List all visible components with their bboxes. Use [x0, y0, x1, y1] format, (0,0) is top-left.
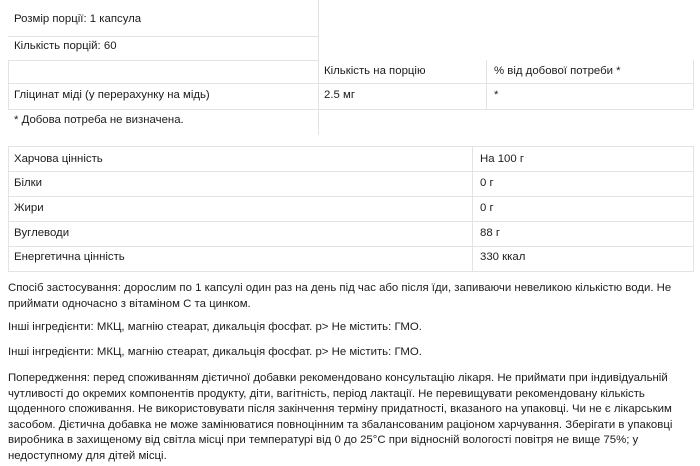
other-ingredients-paragraph: Інші інгредієнти: МКЦ, магнію стеарат, дикальція фосфат. p> Не містить: ГМО.: [8, 346, 422, 358]
serving-size-text: Розмір порції: 1 капсула: [14, 13, 142, 25]
nutrition-row: [8, 222, 693, 247]
nutrition-row: [8, 171, 693, 197]
nutrition-row: [8, 197, 693, 222]
facts-divider-1: [318, 0, 319, 135]
facts-divider-2: [486, 60, 487, 109]
servings-count-text: Кількість порцій: 60: [14, 40, 117, 52]
ingredient-daily-value: *: [494, 89, 499, 101]
servings-count-row: [8, 36, 318, 61]
nutrition-header-per: На 100 г: [480, 153, 525, 165]
nutrition-divider: [472, 146, 473, 272]
footnote-text: * Добова потреба не визначена.: [14, 114, 184, 126]
nutrition-row-label: Вуглеводи: [14, 227, 70, 239]
nutrition-header-row: [8, 146, 693, 172]
other-ingredients-paragraph: Інші інгредієнти: МКЦ, магнію стеарат, дикальція фосфат. p> Не містить: ГМО.: [8, 321, 422, 333]
facts-left-border: [8, 60, 9, 109]
nutrition-left-border: [8, 146, 9, 272]
nutrition-row-value: 0 г: [480, 177, 494, 189]
footnote-row: [8, 109, 318, 135]
nutrition-row-label: Жири: [14, 202, 44, 214]
nutrition-right-border: [693, 146, 694, 272]
nutrition-row-value: 0 г: [480, 202, 494, 214]
ingredient-name: Гліцинат міді (у перерахунку на мідь): [14, 89, 210, 101]
serving-size-row: [8, 0, 318, 37]
daily-value-header: % від добової потреби *: [494, 65, 621, 77]
amount-per-serving-header: Кількість на порцію: [324, 65, 426, 77]
ingredient-amount: 2.5 мг: [324, 89, 355, 101]
nutrition-header-label: Харчова цінність: [14, 153, 103, 165]
facts-header-row: [8, 60, 693, 84]
nutrition-row-label: Енергетична цінність: [14, 251, 125, 263]
facts-right-border: [693, 60, 694, 109]
warning-paragraph: Попередження: перед споживанням дієтичної добавки рекомендовано консультацію лікаря. Не приймати при індивідуальній чутливості до окремих компонентів продукту, діти, вагітність, період лактації. Не перевищувати рекомендовану кількість щоденного споживання. Не використовувати після закінчення терміну придатності, вказаного на упаковці. Чи не є лікарським засобом. Дієтична добавка не може замінюватися повноцінним та збалансованим раціоном харчування. Зберігати в упаковці виробника в захищеному від світла місці при температурі від 0 до 25°C при відносній вологості повітря не вище 75%; у недоступному для дітей місці.: [8, 372, 673, 462]
usage-paragraph: Спосіб застосування: дорослим по 1 капсулі один раз на день під час або після їди, запиваючи невеликою кількістю води. Не приймати одночасно з вітаміном С та цинком.: [8, 282, 672, 310]
nutrition-row-label: Білки: [14, 177, 42, 189]
nutrition-row-value: 330 ккал: [480, 251, 526, 263]
nutrition-row: [8, 247, 693, 272]
nutrition-row-value: 88 г: [480, 227, 500, 239]
ingredient-row: [8, 83, 693, 110]
